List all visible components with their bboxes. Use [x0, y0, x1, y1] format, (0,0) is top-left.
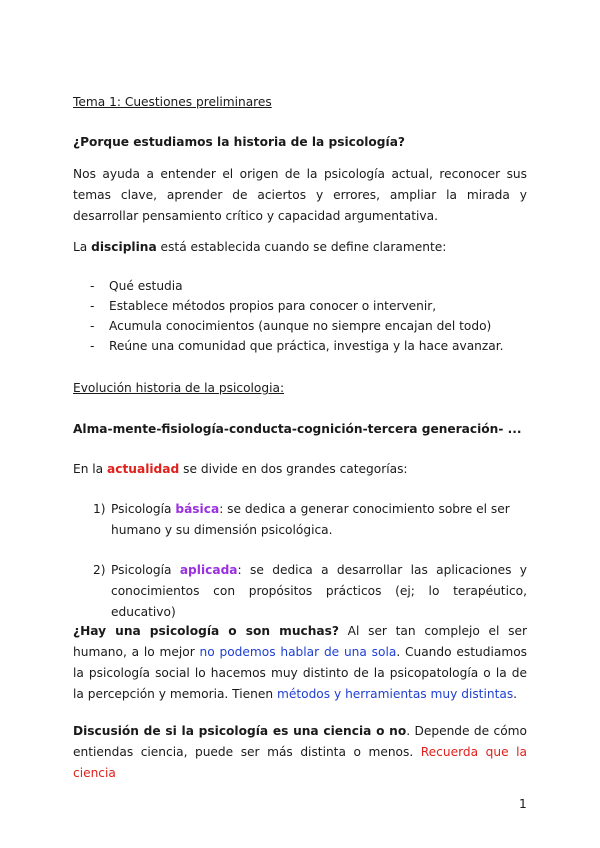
paragraph-science-discussion: Discusión de si la psicología es una ciencia o no. Depende de cómo entiendas ciencia, puede ser más distinta o menos. Recuerda que la ciencia: [73, 724, 527, 780]
category-number: 1): [93, 502, 106, 516]
list-item: - Acumula conocimientos (aunque no siempre encajan del todo): [73, 316, 527, 336]
question-why-history: ¿Porque estudiamos la historia de la psicología?: [73, 135, 405, 149]
topic-heading: Tema 1: Cuestiones preliminares: [73, 95, 272, 109]
evolution-heading: Evolución historia de la psicologia:: [73, 381, 285, 395]
actuality-line: En la actualidad se divide en dos grandes categorías:: [73, 462, 408, 476]
list-item: - Reúne una comunidad que práctica, investiga y la hace avanzar.: [73, 336, 527, 356]
discipline-line: [73, 240, 527, 254]
discipline-post: está establecida cuando se define claramente:: [156, 240, 447, 254]
category-applied: 2) Psicología aplicada: se dedica a desarrollar las aplicaciones y conocimientos con propósitos prácticos (ej; lo terapéutico, educativo): [93, 560, 527, 623]
basic-keyword: básica: [175, 502, 220, 516]
discipline-pre: La: [73, 240, 92, 254]
category-number: 2): [93, 563, 106, 577]
list-item: - Establece métodos propios para conocer o intervenir,: [73, 296, 527, 316]
applied-keyword: aplicada: [179, 563, 238, 577]
paragraph-one-or-many: ¿Hay una psicología o son muchas? Al ser tan complejo el ser humano, a lo mejor no podemos hablar de una sola. Cuando estudiamos la psicología social lo hacemos muy distinto de la psicopatología o la de la percepción y memoria. Tienen métodos y herramientas muy distintas.: [73, 624, 528, 701]
page-number: 1: [519, 797, 527, 811]
discipline-keyword: disciplina: [91, 240, 157, 254]
discipline-criteria-list: [73, 276, 527, 356]
list-item: - Qué estudia: [73, 276, 527, 296]
category-basic: 1) Psicología básica: se dedica a generar conocimiento sobre el ser humano y su dimensión psicológica.: [93, 499, 527, 541]
paragraph-why-history: Nos ayuda a entender el origen de la psicología actual, reconocer sus temas clave, aprender de aciertos y errores, ampliar la mirada y desarrollar pensamiento crítico y capacidad argumentativa.: [73, 167, 527, 223]
evolution-chain: Alma-mente-fisiología-conducta-cognición-tercera generación- ...: [73, 422, 522, 436]
actuality-keyword: actualidad: [107, 462, 180, 476]
